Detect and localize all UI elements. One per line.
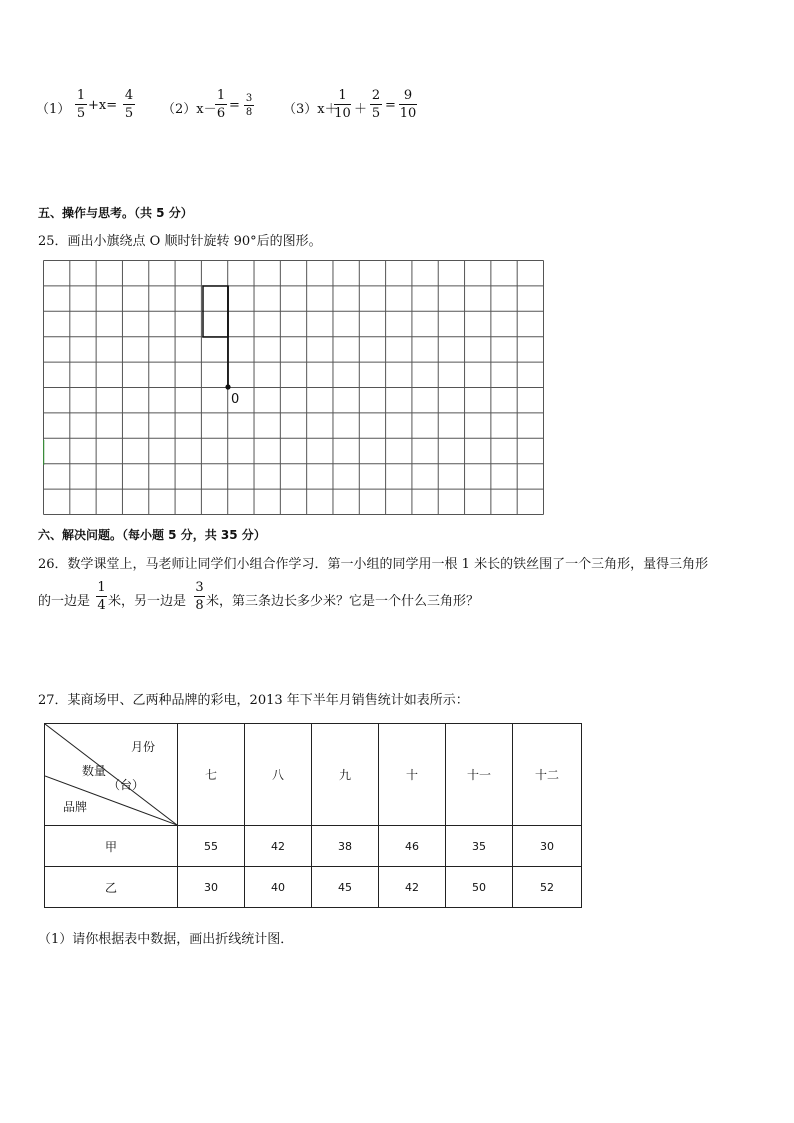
value-cell: 55 — [178, 826, 245, 867]
value-cell: 42 — [379, 867, 446, 908]
eq2-fraction-a: 1 6 — [216, 88, 226, 121]
month-header: 十二 — [513, 724, 582, 826]
point-o — [225, 384, 230, 389]
eq1-mid: +x= — [88, 98, 118, 113]
corner-label-unit: （台） — [108, 778, 145, 792]
eq1-label: （1） — [36, 102, 71, 117]
month-header: 九 — [312, 724, 379, 826]
grid-svg — [43, 260, 547, 518]
month-header: 八 — [245, 724, 312, 826]
eq2-label: （2）x－ — [162, 102, 217, 117]
question-26-line-1: 26．数学课堂上，马老师让同学们小组合作学习．第一小组的同学用一根 1 米长的铁丝围了一个三角形，量得三角形 — [38, 557, 709, 572]
value-cell: 30 — [513, 826, 582, 867]
table-row — [45, 826, 582, 867]
value-cell: 40 — [245, 867, 312, 908]
eq3-label: （3）x＋ — [283, 102, 338, 117]
corner-label-quantity: 数量 — [82, 764, 107, 778]
eq3-plus: ＋ — [354, 102, 368, 117]
value-cell: 46 — [379, 826, 446, 867]
point-o-label: 0 — [231, 392, 240, 407]
q26-fraction-1: 1 4 — [97, 580, 106, 613]
q26-text-post: 米，第三条边长多少米？它是一个什么三角形？ — [206, 594, 480, 609]
corner-label-brand: 品牌 — [63, 800, 88, 814]
corner-label-month: 月份 — [131, 740, 156, 754]
square-grid — [43, 260, 547, 522]
month-header: 十 — [379, 724, 446, 826]
q26-text-pre: 的一边是 — [38, 594, 91, 609]
table-corner-cell — [45, 724, 178, 826]
value-cell: 42 — [245, 826, 312, 867]
table-row — [45, 867, 582, 908]
eq3-fraction-c: 9 10 — [399, 88, 417, 121]
value-cell: 35 — [446, 826, 513, 867]
month-header: 七 — [178, 724, 245, 826]
value-cell: 50 — [446, 867, 513, 908]
eq3-fraction-b: 2 5 — [371, 88, 381, 121]
value-cell: 30 — [178, 867, 245, 908]
q26-text-mid: 米，另一边是 — [108, 594, 187, 609]
value-cell: 38 — [312, 826, 379, 867]
q26-fraction-2: 3 8 — [195, 580, 204, 613]
section-6-heading: 六、解决问题。（每小题 5 分，共 35 分） — [38, 528, 266, 542]
question-25: 25．画出小旗绕点 O 顺时针旋转 90°后的图形。 — [38, 234, 322, 249]
table-header-row — [45, 724, 582, 826]
month-header: 十一 — [446, 724, 513, 826]
eq2-fraction-b: 3 8 — [245, 93, 253, 118]
eq3-fraction-a: 1 10 — [334, 88, 351, 121]
brand-cell: 甲 — [45, 826, 178, 867]
sales-table — [44, 723, 582, 908]
value-cell: 45 — [312, 867, 379, 908]
question-27: 27．某商场甲、乙两种品牌的彩电，2013 年下半年月销售统计如表所示： — [38, 693, 469, 708]
value-cell: 52 — [513, 867, 582, 908]
section-5-heading: 五、操作与思考。（共 5 分） — [38, 206, 193, 220]
eq2-equals: = — [229, 98, 240, 113]
eq1-fraction-b: 4 5 — [124, 88, 134, 121]
brand-cell: 乙 — [45, 867, 178, 908]
question-27-sub-1: （1）请你根据表中数据，画出折线统计图． — [38, 932, 294, 947]
eq3-equals: = — [385, 98, 396, 113]
eq1-fraction-a: 1 5 — [76, 88, 86, 121]
